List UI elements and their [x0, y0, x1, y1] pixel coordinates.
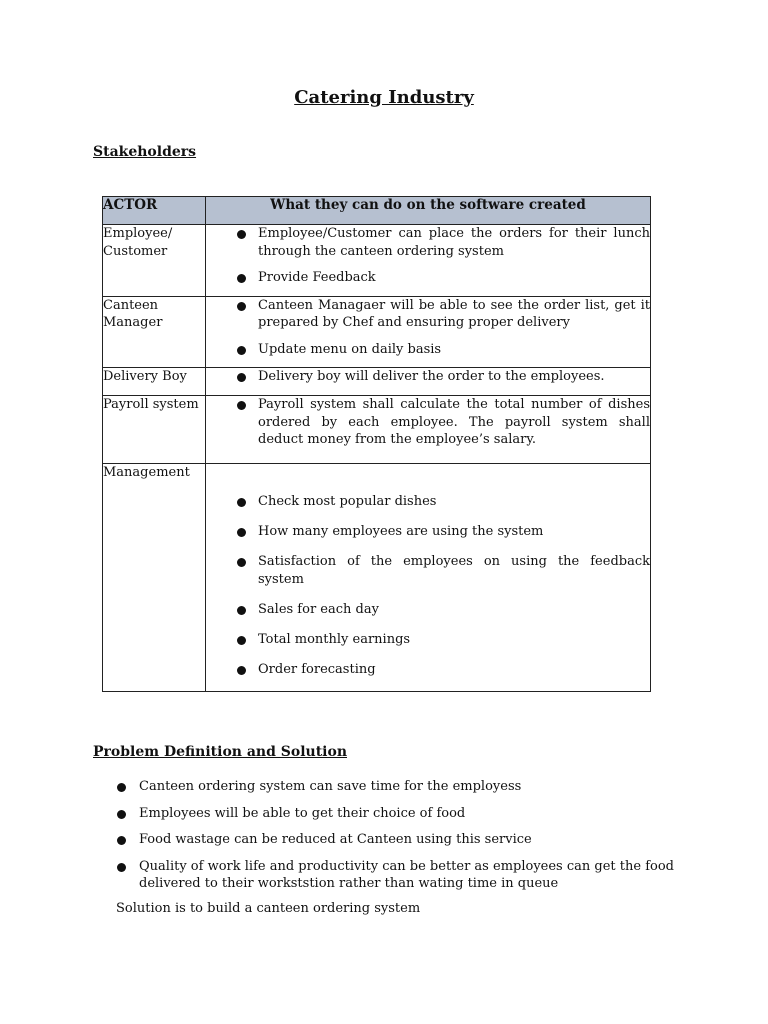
list-item: Canteen Managaer will be able to see the order list, get it prepared by Chef and ensuring proper delivery: [206, 297, 650, 332]
capabilities-cell: [206, 368, 651, 396]
solution-text: Solution is to build a canteen ordering system: [116, 901, 421, 916]
list-item: Employee/Customer can place the orders for their lunch through the canteen ordering system: [206, 225, 650, 260]
list-item: Sales for each day: [206, 601, 650, 619]
table-row: [103, 296, 651, 368]
list-item: Provide Feedback: [206, 269, 650, 287]
page-title: Catering Industry: [294, 87, 474, 108]
actor-cell: Employee/ Customer: [103, 225, 206, 297]
table-row: [103, 396, 651, 464]
table-header-row: [103, 197, 651, 225]
list-item: Food wastage can be reduced at Canteen using this service: [93, 831, 674, 849]
list-item: Delivery boy will deliver the order to the employees.: [206, 368, 650, 386]
capabilities-cell: [206, 296, 651, 368]
list-item: Payroll system shall calculate the total number of dishes ordered by each employee. The payroll system shall deduct money from the employee’s salary.: [206, 396, 650, 449]
stakeholders-heading: Stakeholders: [93, 144, 197, 160]
actor-cell: Canteen Manager: [103, 296, 206, 368]
problem-list: [93, 778, 674, 902]
list-item: Employees will be able to get their choice of food: [93, 805, 674, 823]
capabilities-cell: [206, 225, 651, 297]
list-item: Quality of work life and productivity can be better as employees can get the food delivered to their workststion rather than wating time in queue: [93, 858, 674, 893]
stakeholders-table: [102, 196, 651, 692]
list-item: Satisfaction of the employees on using the feedback system: [206, 553, 650, 588]
actor-cell: Delivery Boy: [103, 368, 206, 396]
column-header-capabilities: What they can do on the software created: [206, 197, 651, 225]
table-row: [103, 225, 651, 297]
list-item: Check most popular dishes: [206, 493, 650, 511]
table-row: [103, 464, 651, 692]
capabilities-cell: [206, 396, 651, 464]
problem-heading: Problem Definition and Solution: [93, 744, 348, 760]
list-item: How many employees are using the system: [206, 523, 650, 541]
list-item: Order forecasting: [206, 661, 650, 679]
list-item: Update menu on daily basis: [206, 341, 650, 359]
actor-cell: Management: [103, 464, 206, 692]
list-item: Canteen ordering system can save time for the employess: [93, 778, 674, 796]
column-header-actor: ACTOR: [103, 197, 206, 225]
capabilities-cell: [206, 464, 651, 692]
actor-cell: Payroll system: [103, 396, 206, 464]
list-item: Total monthly earnings: [206, 631, 650, 649]
table-row: [103, 368, 651, 396]
